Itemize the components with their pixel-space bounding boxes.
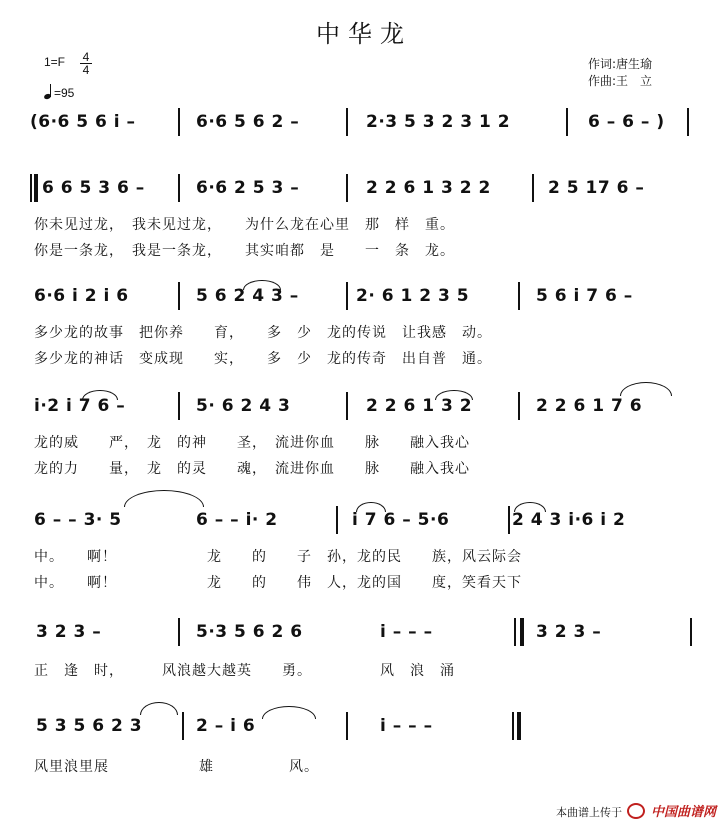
measure: 2·3 5 3 2 3 1 2 [366,112,511,132]
measure: 2 2 6 1 3 2 2 [366,178,491,198]
measure: 6·6 2 5 3 – [196,178,300,198]
lyric-line: 风里浪里展 雄 风。 [34,759,319,775]
lyric-verse-1: 你未见过龙， 我未见过龙， 为什么龙在心里 那 样 重。 [34,217,455,233]
measure: 5 3 5 6 2 3 [36,716,143,736]
measure: (6·6 5 6 i – [30,112,136,132]
measure: 2 – i 6 [196,716,256,736]
measure: 5·3 5 6 2 6 [196,622,303,642]
credits [588,56,652,90]
lyric-line: 正 逢 时， 风浪越大越英 勇。 风 浪 涌 [34,663,455,679]
measure: 6 – – i· 2 [196,510,278,530]
lyric-verse-2: 多少龙的神话 变成现 实， 多 少 龙的传奇 出自普 通。 [34,351,492,367]
lyric-verse-2: 你是一条龙， 我是一条龙， 其实咱都 是 一 条 龙。 [34,243,455,259]
time-signature: $\frac{4}{4}$ [80,51,92,76]
measure: 6 – – 3· 5 [34,510,122,530]
measure: 6 6 5 3 6 – [42,178,145,198]
measure: 2 4 3 i·6 i 2 [512,510,626,530]
measure: i 7 6 – 5·6 [352,510,450,530]
composer-credit: 作曲:王 立 [588,74,653,88]
lyricist-credit: 作词:唐生瑜 [588,57,653,71]
upload-credit: 本曲谱上传于 中国曲谱网 [555,805,716,820]
lyric-verse-2: 龙的力 量， 龙 的灵 魂， 流进你血 脉 融入我心 [34,461,470,477]
measure: 6·6 5 6 2 – [196,112,300,132]
measure: 5 6 2 4 3 – [196,286,299,306]
measure: 2 2 6 1 3 2 [366,396,473,416]
key-tempo-block [44,50,90,100]
measure: 2 2 6 1 7 6 [536,396,643,416]
song-title: 中华龙 [316,20,412,48]
key-signature: 1=F [44,55,66,69]
measure: 3 2 3 – [536,622,602,642]
measure: i – – – [380,622,433,642]
measure: i – – – [380,716,433,736]
site-logo-icon [627,803,645,819]
lyric-verse-1: 中。 啊！ 龙 的 子 孙，龙的民 族，风云际会 [34,549,522,565]
lyric-verse-2: 中。 啊！ 龙 的 伟 人，龙的国 度，笑看天下 [34,575,522,591]
measure: 6·6 i 2 i 6 [34,286,129,306]
measure: 6 – 6 – ) [588,112,665,132]
measure: 5 6 i 7 6 – [536,286,633,306]
tempo-marking: =95 [44,85,74,101]
lyric-verse-1: 龙的威 严， 龙 的神 圣， 流进你血 脉 融入我心 [34,435,470,451]
site-brand[interactable]: 中国曲谱网 [650,805,716,820]
measure: 2· 6 1 2 3 5 [356,286,470,306]
lyric-verse-1: 多少龙的故事 把你养 育， 多 少 龙的传说 让我感 动。 [34,325,492,341]
measure: 2 5 17 6 – [548,178,645,198]
measure: 3 2 3 – [36,622,102,642]
quarter-note-icon [44,85,54,99]
measure: i·2 i 7 6 – [34,396,126,416]
measure: 5· 6 2 4 3 [196,396,291,416]
